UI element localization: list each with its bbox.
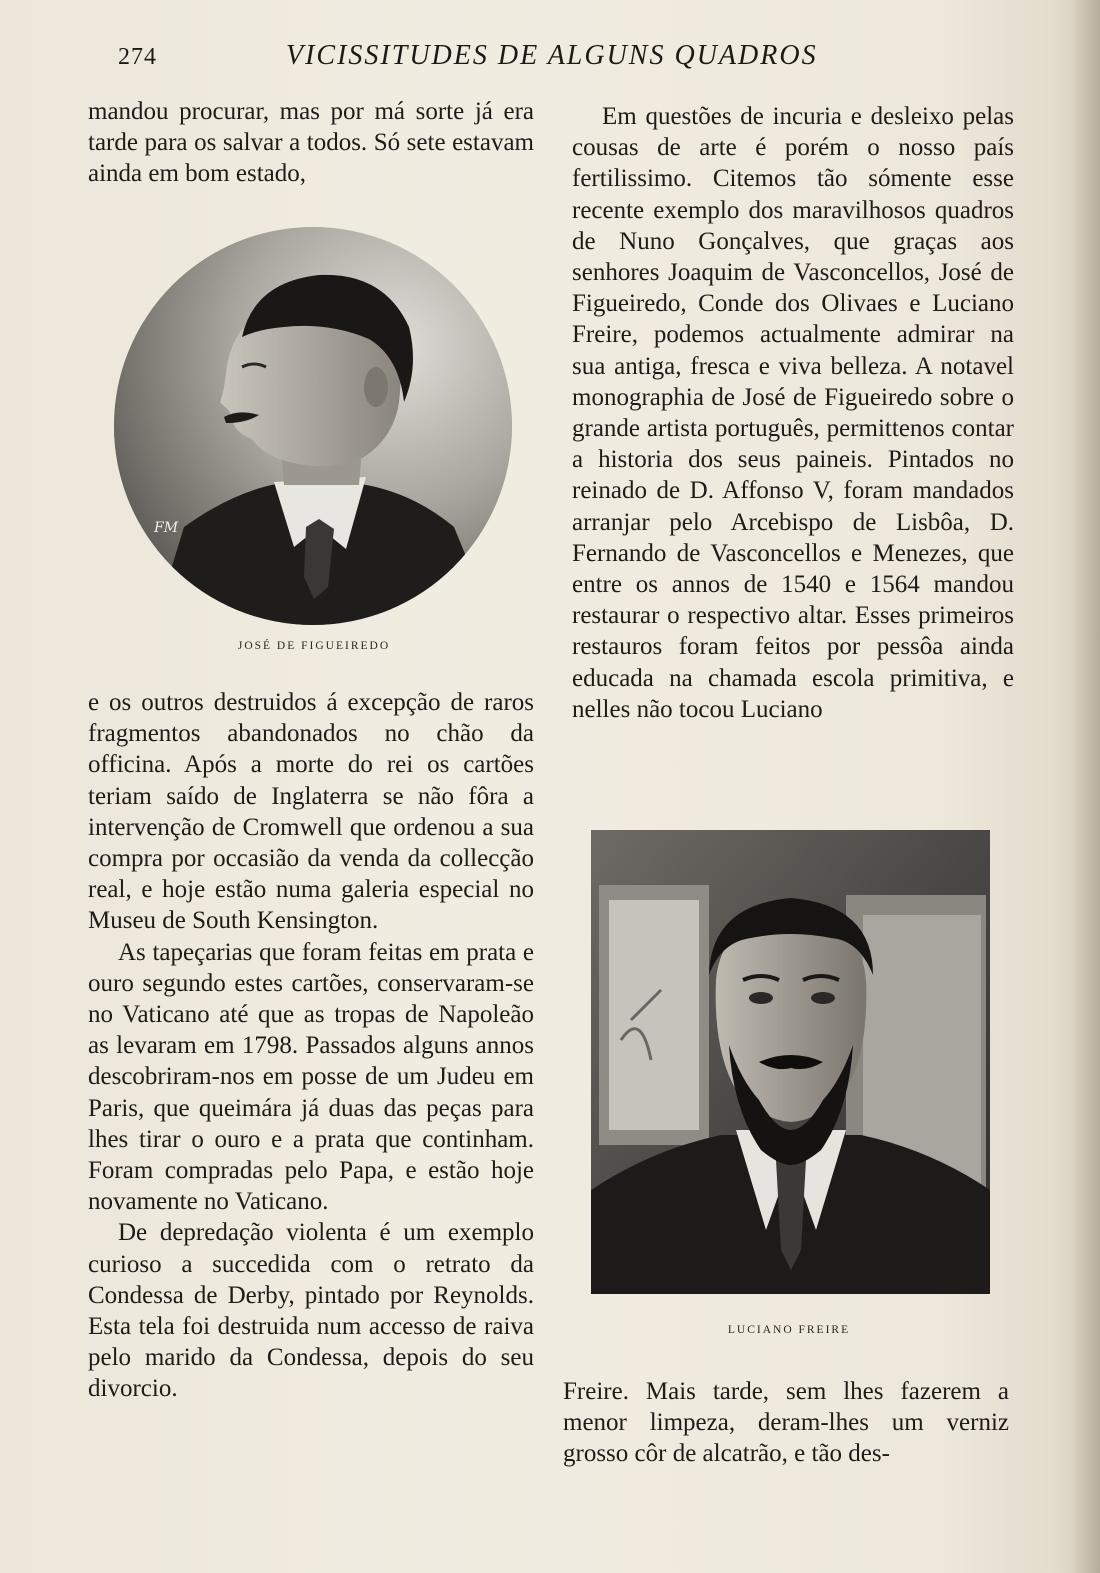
portrait-illustration-icon <box>114 227 512 625</box>
right-column-paragraph: Freire. Mais tarde, sem lhes fazerem a menor limpeza, deram-lhes um verniz grosso côr de alcatrão, e tão des- <box>563 1378 1009 1468</box>
running-title: VICISSITUDES DE ALGUNS QUADROS <box>286 40 818 71</box>
left-column-paragraph: e os outros destruidos á excepção de raros fragmentos abandonados no chão da officina. Após a morte do rei os cartões teriam saído de Inglaterra se não fôra a intervenção de Cromwell que ordenou a sua compra por occasião da venda da collecção real, e hoje estão numa galeria especial no Museu de South Kensington. <box>88 689 534 935</box>
portrait-jose-de-figueiredo <box>114 227 512 625</box>
figure-caption-luciano-freire: LUCIANO FREIRE <box>727 1324 851 1336</box>
svg-text:FM: FM <box>154 520 179 536</box>
left-column-paragraph: mandou procurar, mas por má sorte já era tarde para os salvar a todos. Só sete estavam ainda em bom estado, <box>88 98 534 188</box>
right-column-paragraph: Em questões de incuria e desleixo pelas cousas de arte é porém o nosso país fertilissimo. Citemos tão sómente esse recente exemplo dos maravilhosos quadros de Nuno Gonçalves, que graças aos senhores Joaquim de Vasconcellos, José de Figueiredo, Conde dos Olivaes e Luciano Freire, podemos actualmente admirar na sua antiga, fresca e viva belleza. A notavel monographia de José de Figueiredo sobre o grande artista português, permittenos contar a historia dos seus paineis. Pintados no reinado de D. Affonso V, foram mandados arranjar pelo Arcebispo de Lisbôa, D. Fernando de Vasconcellos e Menezes, que entre os annos de 1540 e 1564 mandou restaurar o respectivo altar. Esses primeiros restauros foram feitos por pessôa ainda educada na chamada escola primitiva, e nelles não tocou Luciano <box>572 103 1014 723</box>
left-column-paragraph: De depredação violenta é um exemplo curioso a succedida com o retrato da Condessa de Derby, pintado por Reynolds. Esta tela foi destruida num accesso de raiva pelo marido da Condessa, depois do seu divorcio. <box>88 1219 534 1403</box>
left-column-paragraph: As tapeçarias que foram feitas em prata e ouro segundo estes cartões, conservaram-se no Vaticano até que as tropas de Napoleão as levaram em 1798. Passados alguns annos descobriram-nos em posse de um Judeu em Paris, que queimára já duas das peças para lhes tirar o ouro e a prata que continham. Foram compradas pelo Papa, e estão hoje novamente no Vaticano. <box>88 938 534 1216</box>
left-column-bottom-text <box>88 687 534 1405</box>
page-number: 274 <box>118 44 157 70</box>
page-header <box>118 40 838 80</box>
right-column-top-text <box>572 101 1014 725</box>
page-gutter-shadow <box>1072 0 1100 1573</box>
left-column-top-text <box>88 96 534 190</box>
portrait-luciano-freire <box>591 830 990 1294</box>
figure-caption-jose-de-figueiredo: JOSÉ DE FIGUEIREDO <box>237 640 391 652</box>
right-column-bottom-text <box>563 1376 1009 1470</box>
portrait-photo-icon <box>591 830 990 1294</box>
